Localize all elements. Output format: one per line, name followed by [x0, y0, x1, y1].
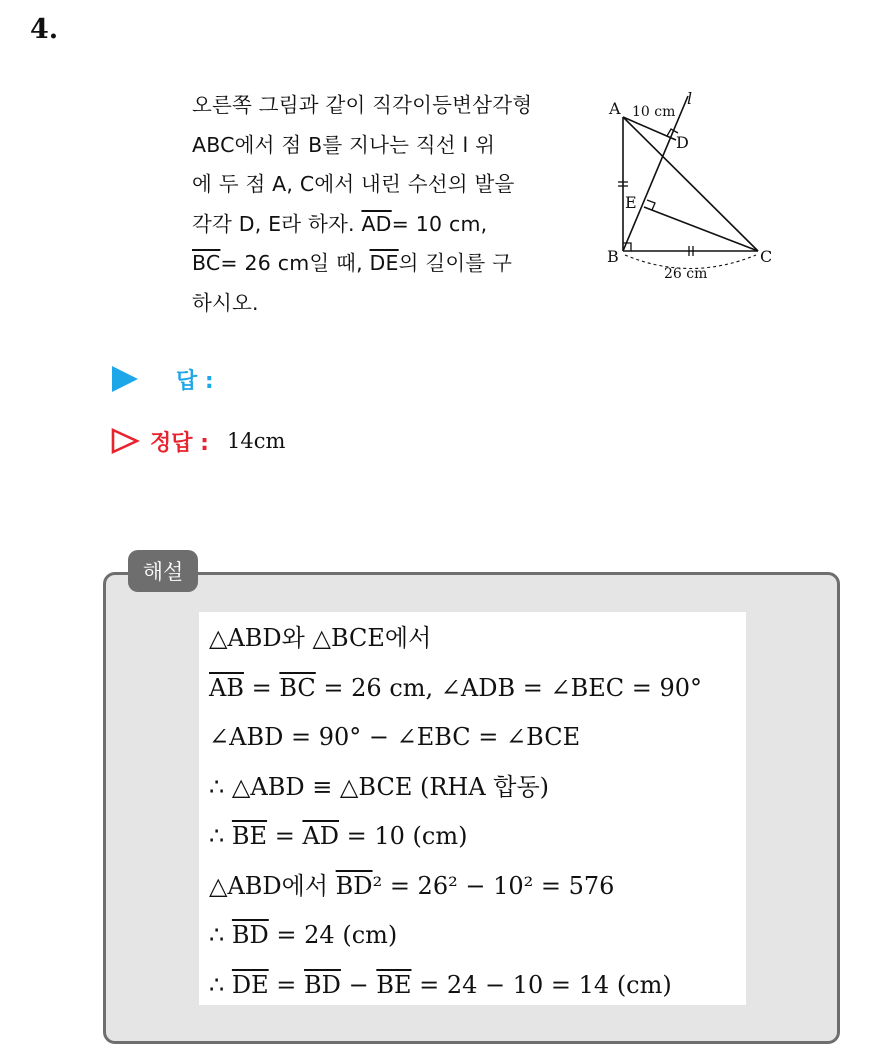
outline-triangle-icon	[110, 427, 140, 455]
correct-answer-label: 정답 :	[150, 430, 209, 456]
correct-answer-value: 14cm	[226, 429, 286, 453]
overline-DE: $\overline{DE}$	[369, 251, 399, 275]
side-AC	[623, 117, 758, 251]
segment-AD	[623, 117, 676, 140]
solution-line-1: △ABD와 △BCE에서	[209, 624, 432, 652]
solution-line-2: $\overline{AB} = \overline{BC} = 26$ cm, ∠ADB = ∠BEC = 90°	[209, 673, 703, 702]
solution-line-8: ∴ $\overline{DE} = \overline{BD} - \overline{BE} = 24 - 10 = 14$ (cm)	[209, 970, 672, 999]
solution-line-5: ∴ $\overline{BE} = \overline{AD} = 10$ (cm)	[209, 822, 468, 850]
answer-label: 답 :	[176, 368, 214, 394]
label-E: E	[625, 193, 637, 212]
problem-line-1: 오른쪽 그림과 같이 직각이등변삼각형	[192, 93, 533, 117]
segment-CE	[644, 207, 758, 251]
solution-line-3: ∠ABD = 90° − ∠EBC = ∠BCE	[209, 723, 581, 751]
label-AD-length: 10 cm	[632, 104, 676, 120]
problem-line-6: 하시오.	[192, 290, 259, 315]
play-triangle-icon	[112, 366, 138, 392]
question-number: 4.	[30, 14, 59, 45]
solution-line-7: ∴ $\overline{BD} = 24$ (cm)	[209, 921, 398, 949]
solution-tag: 해설	[128, 550, 198, 592]
triangle-figure	[600, 84, 784, 284]
problem-line-5: $\overline{BC}= 26$ cm일 때, $\overline{DE}$의 길이를 구	[192, 251, 513, 275]
problem-line-3: 에 두 점 A, C에서 내린 수선의 발을	[192, 172, 515, 196]
answer-row	[110, 362, 214, 396]
label-B: B	[607, 247, 619, 266]
overline-BC: $\overline{BC}$	[192, 251, 221, 275]
label-A: A	[609, 99, 621, 118]
correct-answer-row	[110, 424, 285, 458]
problem-line-4: 각각 D, E라 하자. $\overline{AD}= 10$ cm,	[192, 211, 488, 236]
solution-content	[199, 612, 746, 1005]
problem-line-2: ABC에서 점 B를 지나는 직선 l 위	[192, 132, 496, 157]
solution-line-6: △ABD에서 $\overline{BD}^2 = 26^2 - 10^2 = 576$	[209, 871, 615, 900]
label-C: C	[760, 247, 773, 266]
solution-line-4: ∴ △ABD ≡ △BCE (RHA 합동)	[209, 772, 550, 801]
overline-AD: $\overline{AD}$	[361, 211, 392, 236]
label-l: l	[687, 89, 693, 108]
label-D: D	[676, 133, 689, 152]
problem-text	[192, 86, 582, 323]
label-BC-length: 26 cm	[664, 266, 708, 282]
